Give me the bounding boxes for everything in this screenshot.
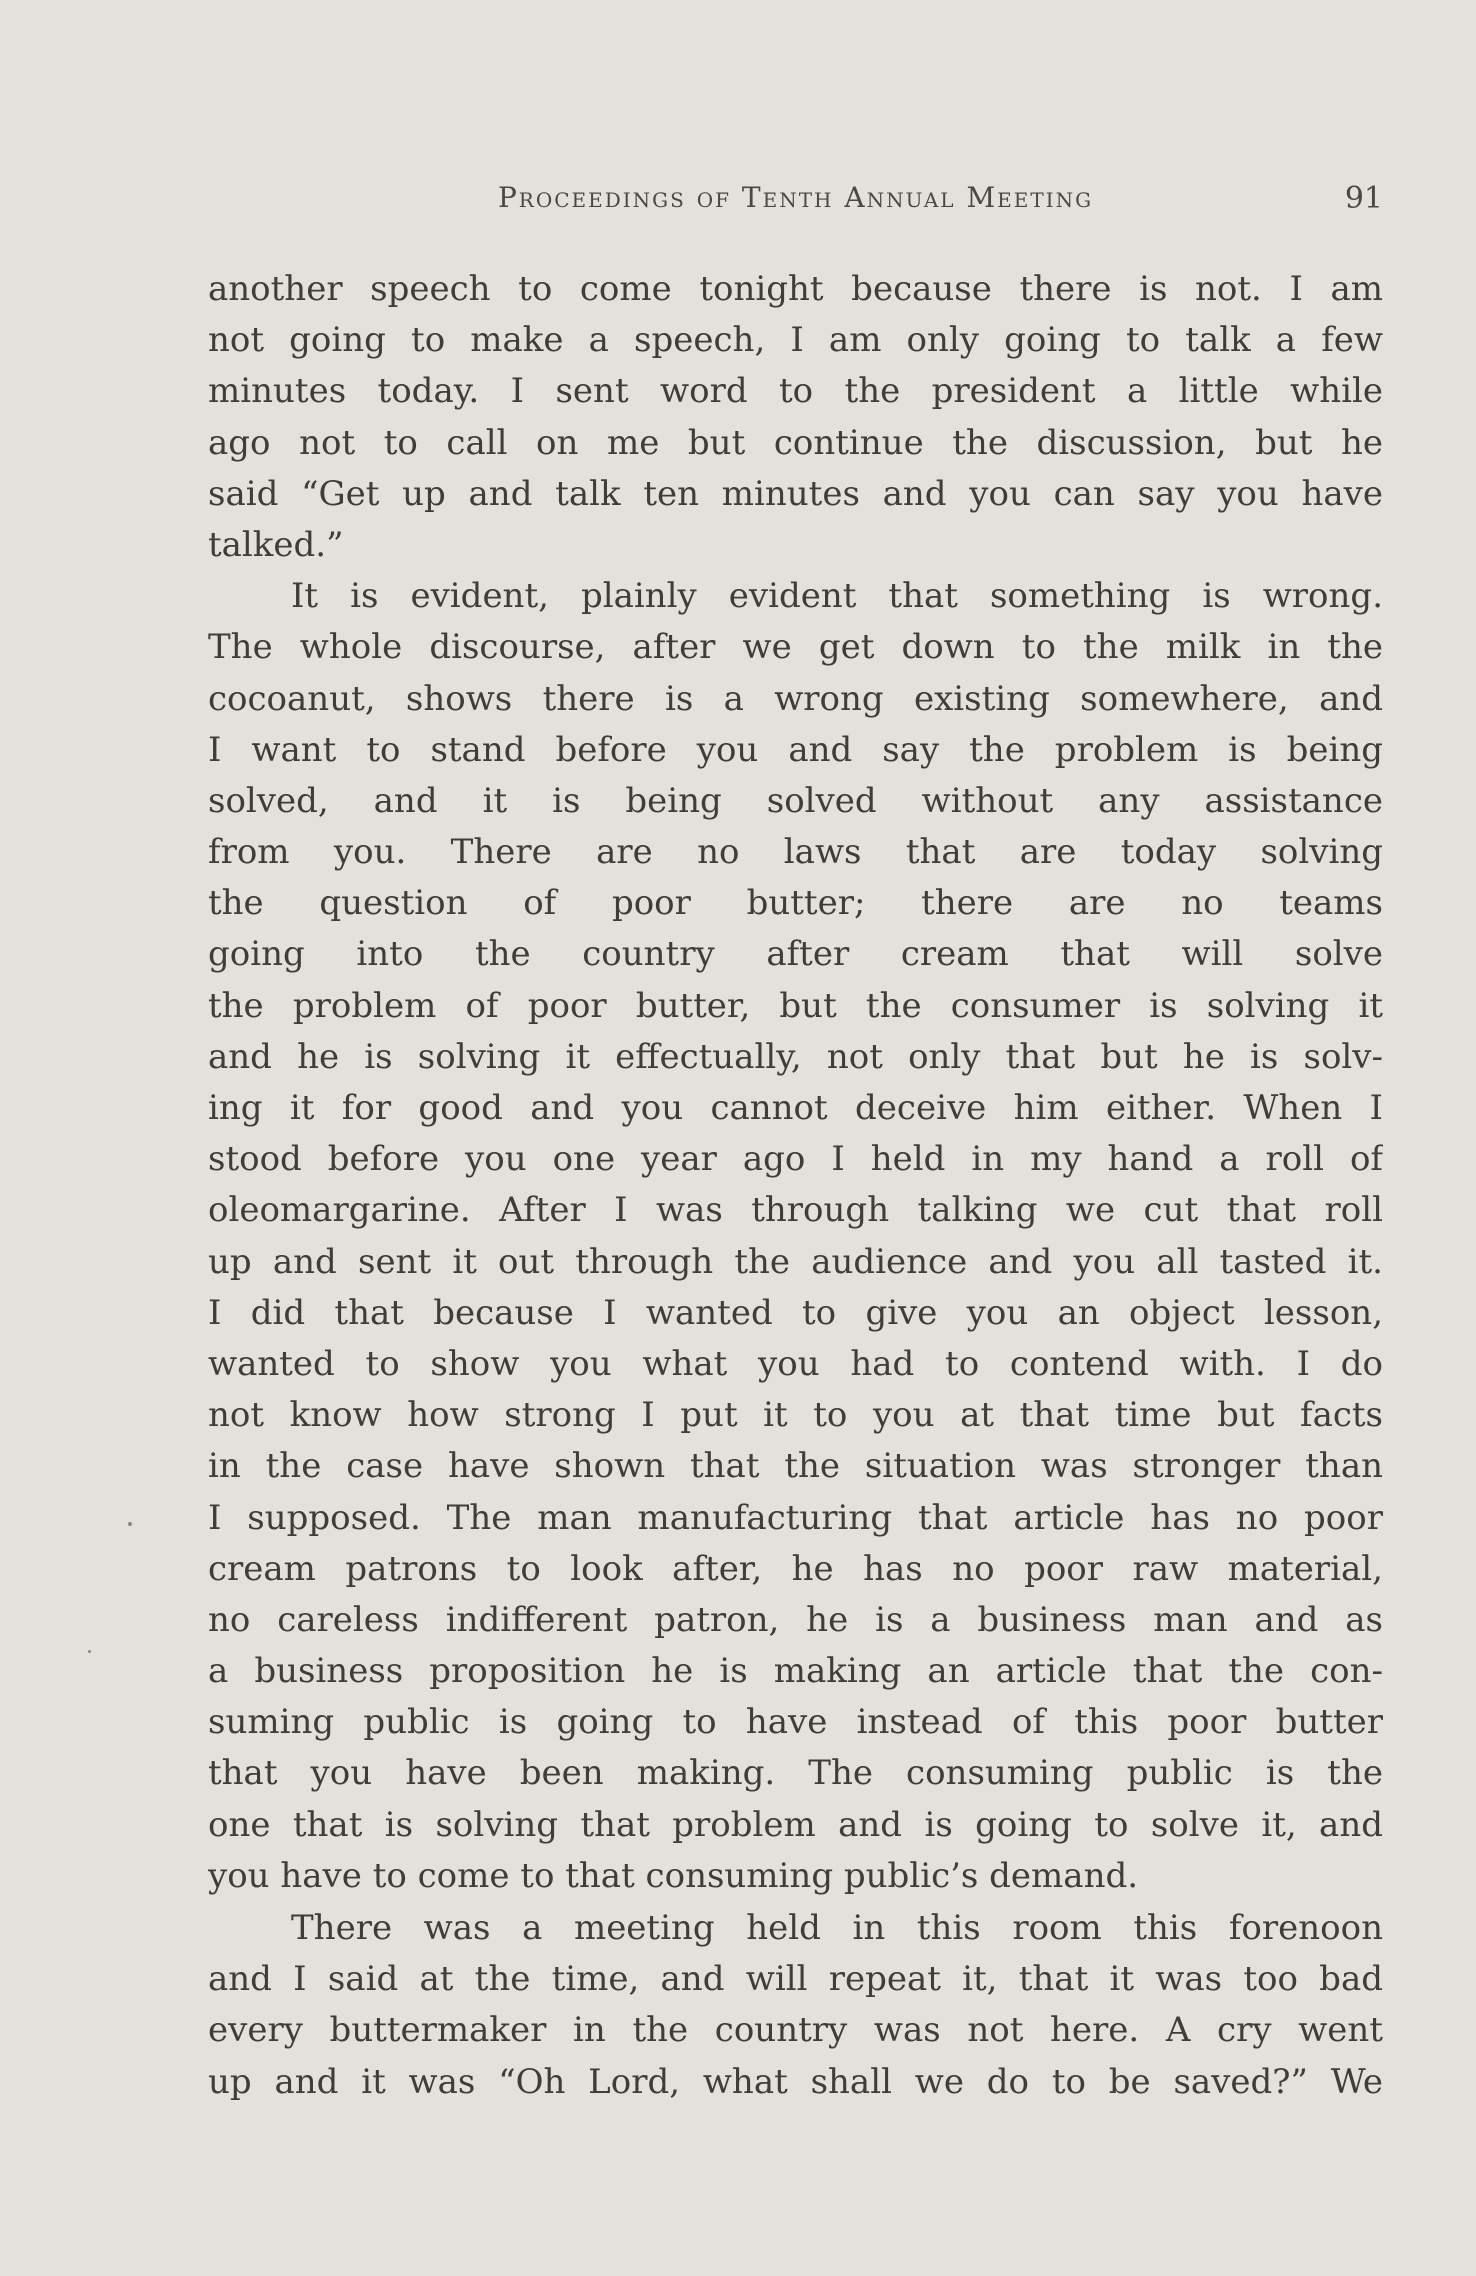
text-line: It is evident, plainly evident that something is wrong. (291, 576, 1383, 617)
body-text (208, 264, 1383, 2108)
text-line: cocoanut, shows there is a wrong existing somewhere, and (208, 678, 1383, 719)
margin-speck (128, 1522, 132, 1526)
text-line: a business proposition he is making an article that the con- (208, 1651, 1383, 1692)
text-line: ing it for good and you cannot deceive him either. When I (208, 1088, 1383, 1128)
text-line: I want to stand before you and say the problem is being (208, 729, 1383, 770)
text-line: in the case have shown that the situation was stronger than (208, 1446, 1383, 1487)
text-line: one that is solving that problem and is going to solve it, and (208, 1804, 1383, 1845)
text-line: stood before you one year ago I held in my hand a roll of (208, 1139, 1383, 1180)
text-line: solved, and it is being solved without any assistance (208, 780, 1383, 821)
text-line: The whole discourse, after we get down to the milk in the (208, 627, 1383, 668)
text-line: another speech to come tonight because there is not. I am (208, 269, 1383, 309)
text-line: I did that because I wanted to give you an object lesson, (208, 1292, 1383, 1333)
text-line: every buttermaker in the country was not here. A cry went (208, 2010, 1383, 2051)
text-line: talked.” (208, 524, 344, 565)
margin-speck (88, 1650, 91, 1653)
text-line: going into the country after cream that will solve (208, 934, 1383, 975)
text-line: wanted to show you what you had to contend with. I do (208, 1343, 1383, 1384)
text-line: up and it was “Oh Lord, what shall we do to be saved?” We (208, 2061, 1383, 2102)
running-header (208, 181, 1383, 225)
text-line: not know how strong I put it to you at that time but facts (208, 1395, 1383, 1436)
text-line: oleomargarine. After I was through talking we cut that roll (208, 1190, 1383, 1231)
paragraph-3 (208, 1903, 1383, 2108)
text-line: no careless indifferent patron, he is a business man and as (208, 1599, 1383, 1640)
text-line: and he is solving it effectually, not only that but he is solv- (208, 1036, 1383, 1077)
text-line: you have to come to that consuming public’s demand. (208, 1855, 1139, 1896)
text-line: cream patrons to look after, he has no poor raw material, (208, 1548, 1383, 1589)
paragraph-2 (208, 571, 1383, 1902)
text-line: There was a meeting held in this room this forenoon (291, 1908, 1383, 1948)
page-number: 91 (1344, 181, 1383, 216)
text-line: suming public is going to have instead of this poor butter (208, 1702, 1383, 1743)
text-line: said “Get up and talk ten minutes and you can say you have (208, 473, 1383, 514)
text-line: minutes today. I sent word to the president a little while (208, 371, 1383, 412)
text-line: ago not to call on me but continue the discussion, but he (208, 422, 1383, 463)
text-line: from you. There are no laws that are today solving (208, 832, 1383, 873)
text-line: not going to make a speech, I am only going to talk a few (208, 320, 1383, 361)
text-line: I supposed. The man manufacturing that article has no poor (208, 1497, 1383, 1538)
running-title: Proceedings of Tenth Annual Meeting (497, 181, 1094, 214)
paragraph-1 (208, 264, 1383, 571)
text-line: up and sent it out through the audience and you all tasted it. (208, 1241, 1383, 1282)
text-line: the problem of poor butter, but the consumer is solving it (208, 985, 1383, 1026)
text-line: the question of poor butter; there are no teams (208, 883, 1383, 924)
text-line: and I said at the time, and will repeat it, that it was too bad (208, 1959, 1383, 2000)
text-line: that you have been making. The consuming public is the (208, 1753, 1383, 1794)
